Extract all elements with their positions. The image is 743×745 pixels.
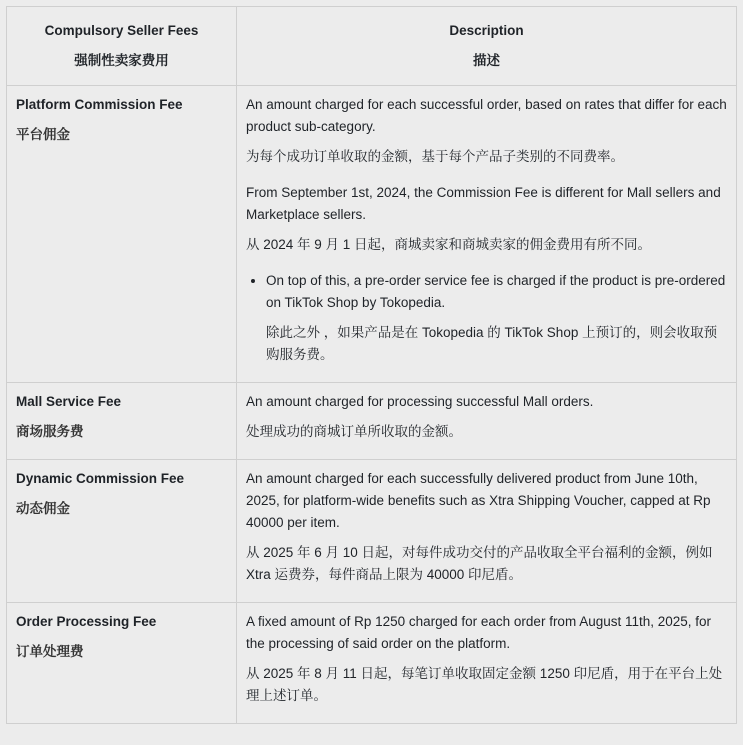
header-description-zh: 描述 — [473, 53, 500, 68]
description-text: From September 1st, 2024, the Commission Fee is different for Mall sellers and Marketplace sellers. — [246, 185, 721, 222]
header-row — [7, 7, 737, 86]
description-text: An amount charged for each successful order, based on rates that differ for each product sub-category. — [246, 97, 727, 134]
fee-name-en: Dynamic Commission Fee — [16, 471, 185, 486]
description-text: 从 2025 年 8 月 11 日起，每笔订单收取固定金额 1250 印尼盾，用于在平台上处理上述订单。 — [246, 666, 723, 703]
description-text: 从 2025 年 6 月 10 日起，对每件成功交付的产品收取全平台福利的金额，例如 Xtra 运费券，每件商品上限为 40000 印尼盾。 — [246, 545, 713, 582]
description-text: 处理成功的商城订单所收取的金额。 — [246, 424, 462, 439]
header-fees — [7, 7, 237, 86]
fee-name-zh: 平台佣金 — [16, 127, 70, 142]
fee-name-cell — [7, 383, 237, 460]
header-description-en: Description — [449, 23, 524, 38]
table-row — [7, 383, 737, 460]
description-text: An amount charged for each successfully delivered product from June 10th, 2025, for platform-wide benefits such as Xtra Shipping Voucher, capped at Rp 40000 per item. — [246, 471, 711, 530]
fee-name-cell — [7, 460, 237, 603]
table-row — [7, 460, 737, 603]
fee-name-en: Platform Commission Fee — [16, 97, 183, 112]
fee-name-cell — [7, 603, 237, 724]
fee-name-zh: 订单处理费 — [16, 644, 84, 659]
fee-name-zh: 商场服务费 — [16, 424, 84, 439]
fee-name-zh: 动态佣金 — [16, 501, 70, 516]
table-row — [7, 86, 737, 383]
bullet-list — [246, 270, 727, 366]
fee-description-cell — [237, 86, 737, 383]
table-row — [7, 603, 737, 724]
description-text: 为每个成功订单收取的金额，基于每个产品子类别的不同费率。 — [246, 149, 624, 164]
fee-description-cell — [237, 460, 737, 603]
fee-description-cell — [237, 603, 737, 724]
header-fees-zh: 强制性卖家费用 — [74, 53, 169, 68]
bullet-item — [266, 270, 727, 366]
description-text: A fixed amount of Rp 1250 charged for each order from August 11th, 2025, for the processing of said order on the platform. — [246, 614, 712, 651]
description-text: An amount charged for processing successful Mall orders. — [246, 394, 594, 409]
header-fees-en: Compulsory Seller Fees — [44, 23, 199, 38]
fee-description-cell — [237, 383, 737, 460]
header-description — [237, 7, 737, 86]
description-text: 从 2024 年 9 月 1 日起，商城卖家和商城卖家的佣金费用有所不同。 — [246, 237, 652, 252]
bullet-text-en: • On top of this, a pre-order service fee is charged if the product is pre-ordered on TikTok Shop by Tokopedia. — [266, 273, 726, 310]
bullet-text-zh: 除此之外 ，如果产品是在 Tokopedia 的 TikTok Shop 上预订的，则会收取预购服务费。 — [266, 325, 718, 362]
fee-name-cell — [7, 86, 237, 383]
fee-name-en: Order Processing Fee — [16, 614, 157, 629]
seller-fees-table — [6, 6, 737, 724]
fee-name-en: Mall Service Fee — [16, 394, 122, 409]
